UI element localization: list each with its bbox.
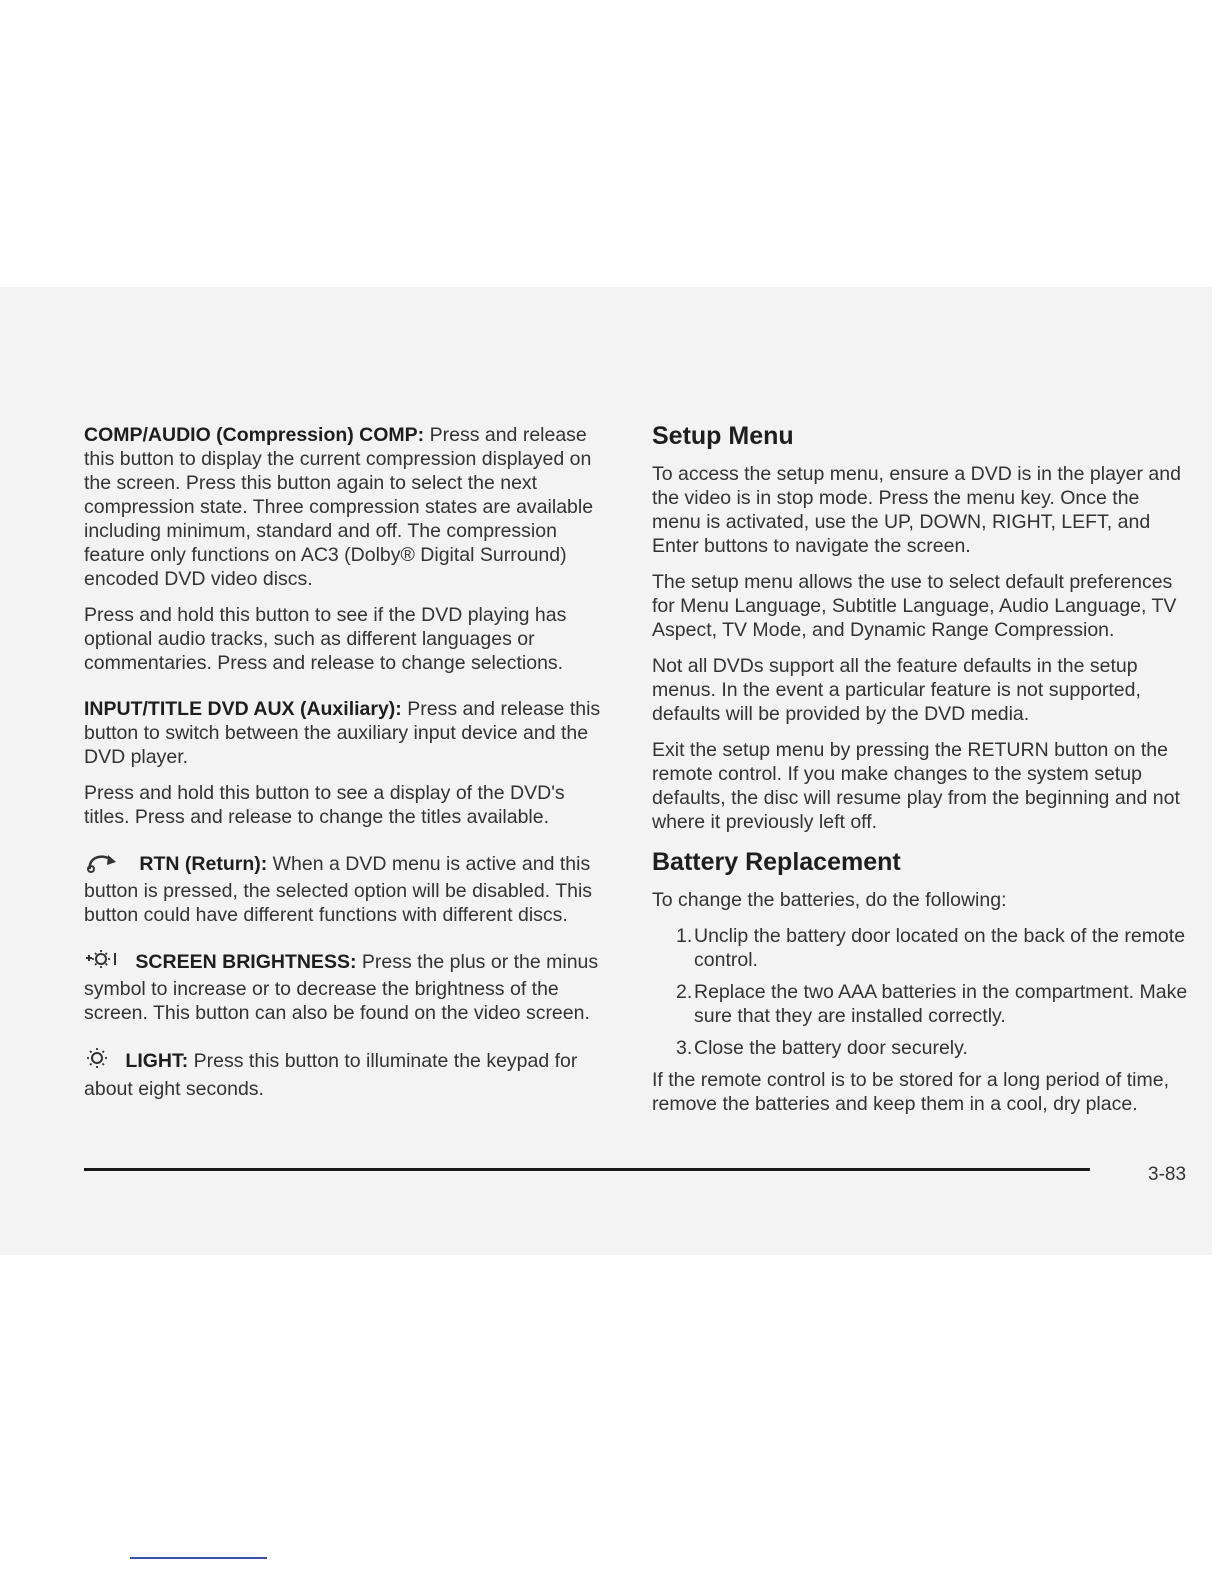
rtn-term: RTN (Return): xyxy=(139,853,268,876)
list-item xyxy=(652,924,1192,972)
right-column xyxy=(652,420,1192,1128)
input-title-text: Press and release this button to switch between the auxiliary input device and the DVD player. xyxy=(84,698,601,768)
battery-replacement-heading: Battery Replacement xyxy=(652,848,901,876)
light-text: Press this button to illuminate the keypad for about eight seconds. xyxy=(84,1050,578,1100)
light-icon xyxy=(84,1047,110,1077)
comp-hold-paragraph: Press and hold this button to see if the DVD playing has optional audio tracks, such as different languages or commentaries. Press and release to change selections. xyxy=(84,604,567,674)
battery-steps-list xyxy=(652,924,1192,1060)
input-title-paragraph xyxy=(84,697,614,769)
brightness-text: Press the plus or the minus symbol to increase or to decrease the brightness of the screen. This button can also be found on the video screen. xyxy=(84,951,599,1024)
setup-paragraph-1: To access the setup menu, ensure a DVD is in the player and the video is in stop mode. Press the menu key. Once the menu is activated, use the UP, DOWN, RIGHT, LEFT, and Enter buttons to navigate the screen. xyxy=(652,463,1181,557)
list-item xyxy=(652,980,1192,1028)
step-text: Replace the two AAA batteries in the compartment. Make sure that they are installed correctly. xyxy=(694,981,1188,1027)
setup-menu-heading: Setup Menu xyxy=(652,422,794,450)
left-column xyxy=(84,423,614,1113)
footer-rule xyxy=(84,1168,1090,1171)
page-number: 3-83 xyxy=(1148,1164,1187,1185)
battery-intro: To change the batteries, do the following: xyxy=(652,889,1007,911)
step-number: 2. xyxy=(676,981,693,1003)
step-number: 3. xyxy=(676,1037,693,1059)
setup-paragraph-3: Not all DVDs support all the feature defaults in the setup menus. In the event a particular feature is not supported, defaults will be provided by the DVD media. xyxy=(652,655,1141,725)
comp-audio-paragraph xyxy=(84,423,614,591)
setup-paragraph-2: The setup menu allows the use to select default preferences for Menu Language, Subtitle Language, Audio Language, TV Aspect, TV Mode, and Dynamic Range Compression. xyxy=(652,571,1177,641)
step-number: 1. xyxy=(676,925,693,947)
brightness-term: SCREEN BRIGHTNESS: xyxy=(135,951,357,974)
bottom-link-line xyxy=(130,1557,267,1559)
comp-audio-term: COMP/AUDIO (Compression) COMP: xyxy=(84,424,425,446)
return-icon xyxy=(84,851,124,879)
light-paragraph xyxy=(84,1047,614,1101)
setup-paragraph-4: Exit the setup menu by pressing the RETURN button on the remote control. If you make changes to the system setup defaults, the disc will resume play from the beginning and not where it previously left off. xyxy=(652,739,1180,833)
brightness-paragraph xyxy=(84,949,614,1025)
comp-audio-text: Press and release this button to display the current compression displayed on the screen. Press this button again to select the next compression state. Three compression states are available including minimum, standard and off. The compression feature only functions on AC3 (Dolby® Digital Surround) encoded DVD video discs. xyxy=(84,424,594,590)
step-text: Close the battery door securely. xyxy=(694,1037,968,1059)
list-item xyxy=(652,1036,1192,1060)
battery-outro: If the remote control is to be stored for a long period of time, remove the batteries and keep them in a cool, dry place. xyxy=(652,1069,1170,1115)
rtn-paragraph xyxy=(84,851,614,927)
light-term: LIGHT: xyxy=(125,1050,189,1073)
step-text: Unclip the battery door located on the back of the remote control. xyxy=(694,925,1186,971)
input-title-term: INPUT/TITLE DVD AUX (Auxiliary): xyxy=(84,698,402,720)
rtn-text: When a DVD menu is active and this button is pressed, the selected option will be disabled. This button could have different functions with different discs. xyxy=(84,853,593,926)
input-hold-paragraph: Press and hold this button to see a display of the DVD's titles. Press and release to change the titles available. xyxy=(84,782,565,828)
brightness-icon xyxy=(84,949,120,977)
